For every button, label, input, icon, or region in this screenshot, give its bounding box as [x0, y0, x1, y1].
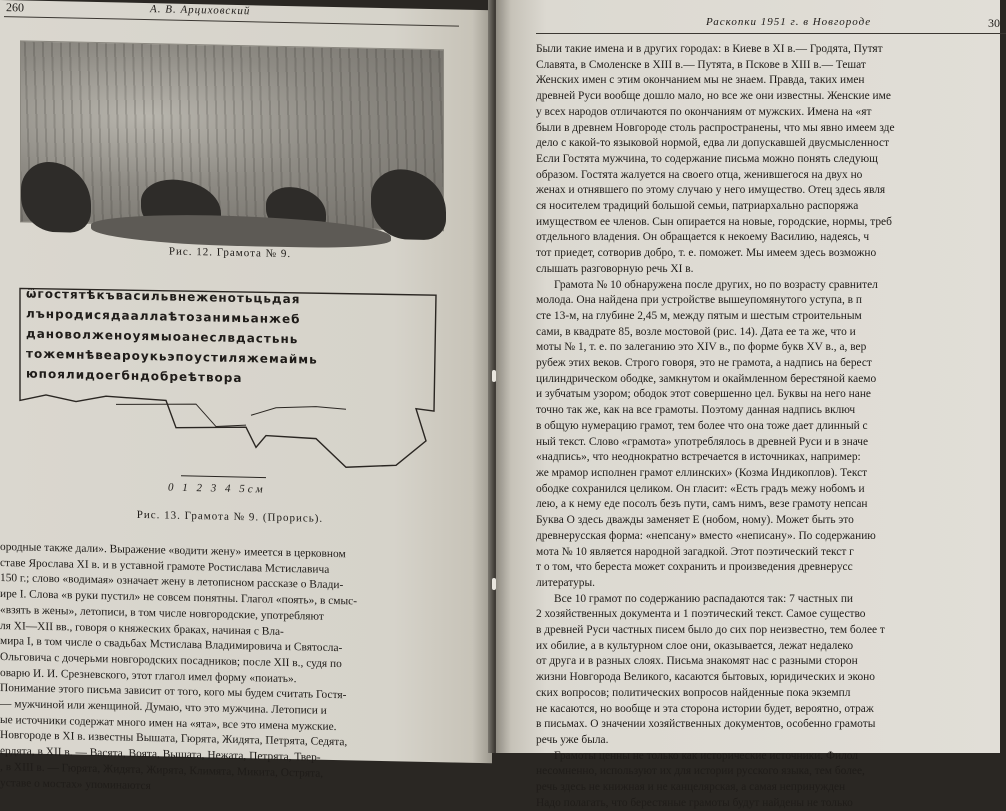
- left-line: ые источники содержат много имен на «ята», все это имена мужские.: [0, 713, 337, 733]
- right-line: мота № 10 является народной загадкой. Этот поэтический текст г: [536, 545, 854, 558]
- left-line: Новгороде в XI в. известны Вышата, Гюрята, Жидята, Петрята, Седята,: [0, 729, 348, 749]
- tracing-line-4: тожемнѣвеароукьэпоустиляжемаймь: [26, 346, 318, 367]
- tracing-line-2: лънродисядааллаѣтозанимьанжеб: [26, 306, 301, 327]
- right-line: древней Руси вообще дошло мало, но все же они известны. Женские име: [536, 90, 891, 103]
- left-line: Ольговича с дочерьми новгородских посадников; после XII в., судя по: [0, 650, 342, 671]
- right-folio: 30: [988, 16, 1000, 30]
- right-line: тот приедет, сотворив добро, т. е. поможет. Мы имеем здесь возможно: [536, 247, 877, 260]
- scale-label: 0 1 2 3 4 5см: [168, 481, 266, 496]
- right-line: сте 13-м, на глубине 2,45 м, между пятым и шестым строительным: [536, 309, 862, 322]
- fig13-caption: Рис. 13. Грамота № 9. (Прорись).: [136, 508, 324, 525]
- right-line: в древней Руси частных писем было до сих пор неизвестно, тем более т: [536, 624, 885, 637]
- left-line: мира I, в том числе о свадьбах Мстислава Владимировича и Святосла-: [0, 635, 343, 655]
- right-line: ободке сохранился целиком. Он гласит: «Есть градъ межу нобомъ и: [536, 482, 865, 495]
- right-line: образом. Гостята жалуется на своего отца, женившегося на двух но: [536, 168, 863, 181]
- right-body-text: [536, 42, 1006, 811]
- right-line: цилиндрическом ободке, замкнутом и окаймленном берестяной каемо: [536, 372, 877, 385]
- birchbark-photo: [20, 40, 444, 231]
- left-body-text: [0, 540, 440, 800]
- left-line: оварю И. И. Срезневского, этот глагол имел форму «поиать».: [0, 666, 297, 685]
- right-line: же мрамор исполнен грамот еллинских» (Козма Индикоплов). Текст: [536, 466, 868, 479]
- left-line: ставе Ярослава XI в. и в уставной грамоте Ростислава Мстиславича: [0, 556, 330, 576]
- left-page: [0, 0, 492, 792]
- right-line: от друга и в разных слоях. Письма знакомят нас с разными сторон: [536, 655, 858, 668]
- right-line: Надо полагать, что берестяные грамоты будут найдены не только: [536, 796, 853, 809]
- left-line: , в XIII в. — Гюрята, Жидята, Жирята, Климята, Микита, Острята,: [0, 760, 324, 780]
- right-line: сами, в квадрате 85, возле мостовой (рис. 14). Дата ее та же, что и: [536, 325, 856, 338]
- right-page: [496, 0, 1000, 809]
- left-line: «взять в жены», летописи, в том числе новгородские, употребляют: [0, 603, 324, 623]
- right-line: несомненно, используют их для истории русского языка, тем более,: [536, 765, 865, 778]
- right-line: в письмах. О значении хозяйственных документов, особенно грамоты: [536, 718, 876, 731]
- scale-bar: [181, 476, 266, 478]
- left-folio: 260: [6, 0, 24, 15]
- right-line: Грамота № 10 обнаружена после других, но по возрасту сравнител: [554, 278, 878, 291]
- left-line: ля XI—XII вв., говоря о княжеских браках, начиная с Вла-: [0, 619, 284, 638]
- tracing-line-5: юпоялидоегбндобреѣтвора: [26, 366, 243, 386]
- right-line: речь уже была.: [536, 733, 609, 746]
- right-line: отдельного владения. Он обращается к некоему Василию, надеясь, ч: [536, 231, 870, 244]
- left-header-rule: [4, 16, 459, 27]
- right-paragraph: [536, 592, 1006, 749]
- right-line: точно так же, как на все грамоты. Поэтому данная надпись включ: [536, 404, 856, 417]
- right-line: не касаются, но вообще и эта сторона истории будет, вероятно, отраж: [536, 702, 874, 715]
- tracing-line-1: ѿгостятѣкъвасильвнеженотьцьдая: [26, 286, 301, 307]
- left-line: ердята, в XII в. — Васята, Воята, Вышата, Нежата, Петрята, Твер-: [0, 745, 321, 764]
- right-line: и зубчатым узором; ободок этот совершенно цел. Буквы на него нане: [536, 388, 871, 401]
- right-paragraph: [536, 42, 1006, 278]
- right-line: ный текст. Слово «грамота» употреблялось в древней Руси и в значе: [536, 435, 869, 448]
- left-line: — мужчиной или женщиной. Думаю, что это мужчина. Летописи и: [0, 698, 327, 717]
- right-line: имуществом ее членов. Сын опирается на новые, городские, нормы, треб: [536, 215, 892, 228]
- right-line: Были такие имена и в других городах: в Киеве в XI в.— Гродята, Путят: [536, 43, 883, 55]
- right-line: рубеж этих веков. Строго говоря, это не грамота, а надпись на берест: [536, 357, 872, 370]
- left-line: уставе о мостах» упоминаются: [0, 776, 151, 792]
- fig12-caption: Рис. 12. Грамота № 9.: [168, 245, 292, 261]
- right-line: лею, а к нему еде посолъ безъ пути, самъ нимъ, везе грамоту непсан: [536, 498, 868, 511]
- right-line: «надпись», что неоднократно встречается в источниках, например:: [536, 451, 861, 464]
- right-line: 2 хозяйственных документа и 1 поэтический текст. Самое существо: [536, 608, 866, 621]
- right-line: Буква О здесь дважды заменяет Е (нобом, ному). Может быть это: [536, 514, 854, 527]
- right-line: древнерусская форма: «непсану» вместо «неписану». По содержанию: [536, 529, 876, 542]
- right-line: дело с какой-то языковой нормой, едва ли допускавшей двусмысленност: [536, 137, 890, 150]
- right-line: молода. Она найдена при устройстве вышеупомянутого уступа, в п: [536, 294, 862, 307]
- right-line: Грамоты ценны не только как исторические источники. Филол: [554, 749, 858, 762]
- right-line: их обилие, а в культурном слое они, оказывается, лежат недалеко: [536, 639, 854, 652]
- right-line: Славята, в Смоленске в XIII в.— Путята, в Пскове в XIII в.— Тешат: [536, 58, 866, 71]
- tracing-line-3: дановолженоуямыоанеслвдастьнь: [26, 326, 299, 347]
- right-line: у всех народов отличаются по окончаниям от мужских. Имена на «ят: [536, 105, 872, 118]
- right-line: были в древнем Новгороде столь распространены, что мы явно имеем зде: [536, 121, 895, 134]
- right-paragraph: [536, 278, 1006, 592]
- left-line: ородные также дали». Выражение «водити жену» имеется в церковном: [0, 541, 346, 561]
- right-header-rule: [536, 33, 1006, 34]
- right-line: Женских имен с этим окончанием мы не знаем. Правда, таких имен: [536, 74, 865, 87]
- left-line: ире I. Слова «в руки пустил» не совсем понятны. Глагол «поять», в смыс-: [0, 588, 357, 608]
- right-line: женах и отнявшего по этому случаю у него имущество. Отец здесь явля: [536, 184, 886, 197]
- right-line: ся носителем традиций большой семьи, патриархально распоряжа: [536, 200, 859, 213]
- left-running-head: А. В. Арциховский: [150, 3, 251, 18]
- right-line: жизни Новгорода Великого, касаются бытовых, юридических и эконо: [536, 671, 875, 684]
- right-line: в общую нумерацию грамот, тем более что она тоже дает длинный с: [536, 419, 868, 432]
- right-line: моты № 1, т. е. по залеганию это XIV в., по форме букв XV в., а, вер: [536, 341, 867, 354]
- right-line: т о том, что береста может сохранить и произведения древнерусс: [536, 561, 853, 574]
- right-line: речь здесь не книжная и не канцелярская, а самая непринужден: [536, 781, 846, 794]
- left-line: Понимание этого письма зависит от того, кого мы будем считать Гостя-: [0, 682, 347, 702]
- right-line: Все 10 грамот по содержанию распадаются так: 7 частных пи: [554, 592, 854, 605]
- right-line: слышать разговорную речь XI в.: [536, 262, 694, 275]
- right-line: Если Гостята мужчина, то содержание письма можно понять следующ: [536, 152, 878, 165]
- right-line: литературы.: [536, 576, 595, 589]
- left-line: 150 г.; слово «водимая» означает жену в летописном рассказе о Влади-: [0, 572, 344, 592]
- right-line: ских вопросов; политических вопросов найденные пока экземпл: [536, 686, 851, 699]
- right-paragraph: [536, 749, 1006, 811]
- right-running-head: Раскопки 1951 г. в Новгороде: [706, 16, 872, 28]
